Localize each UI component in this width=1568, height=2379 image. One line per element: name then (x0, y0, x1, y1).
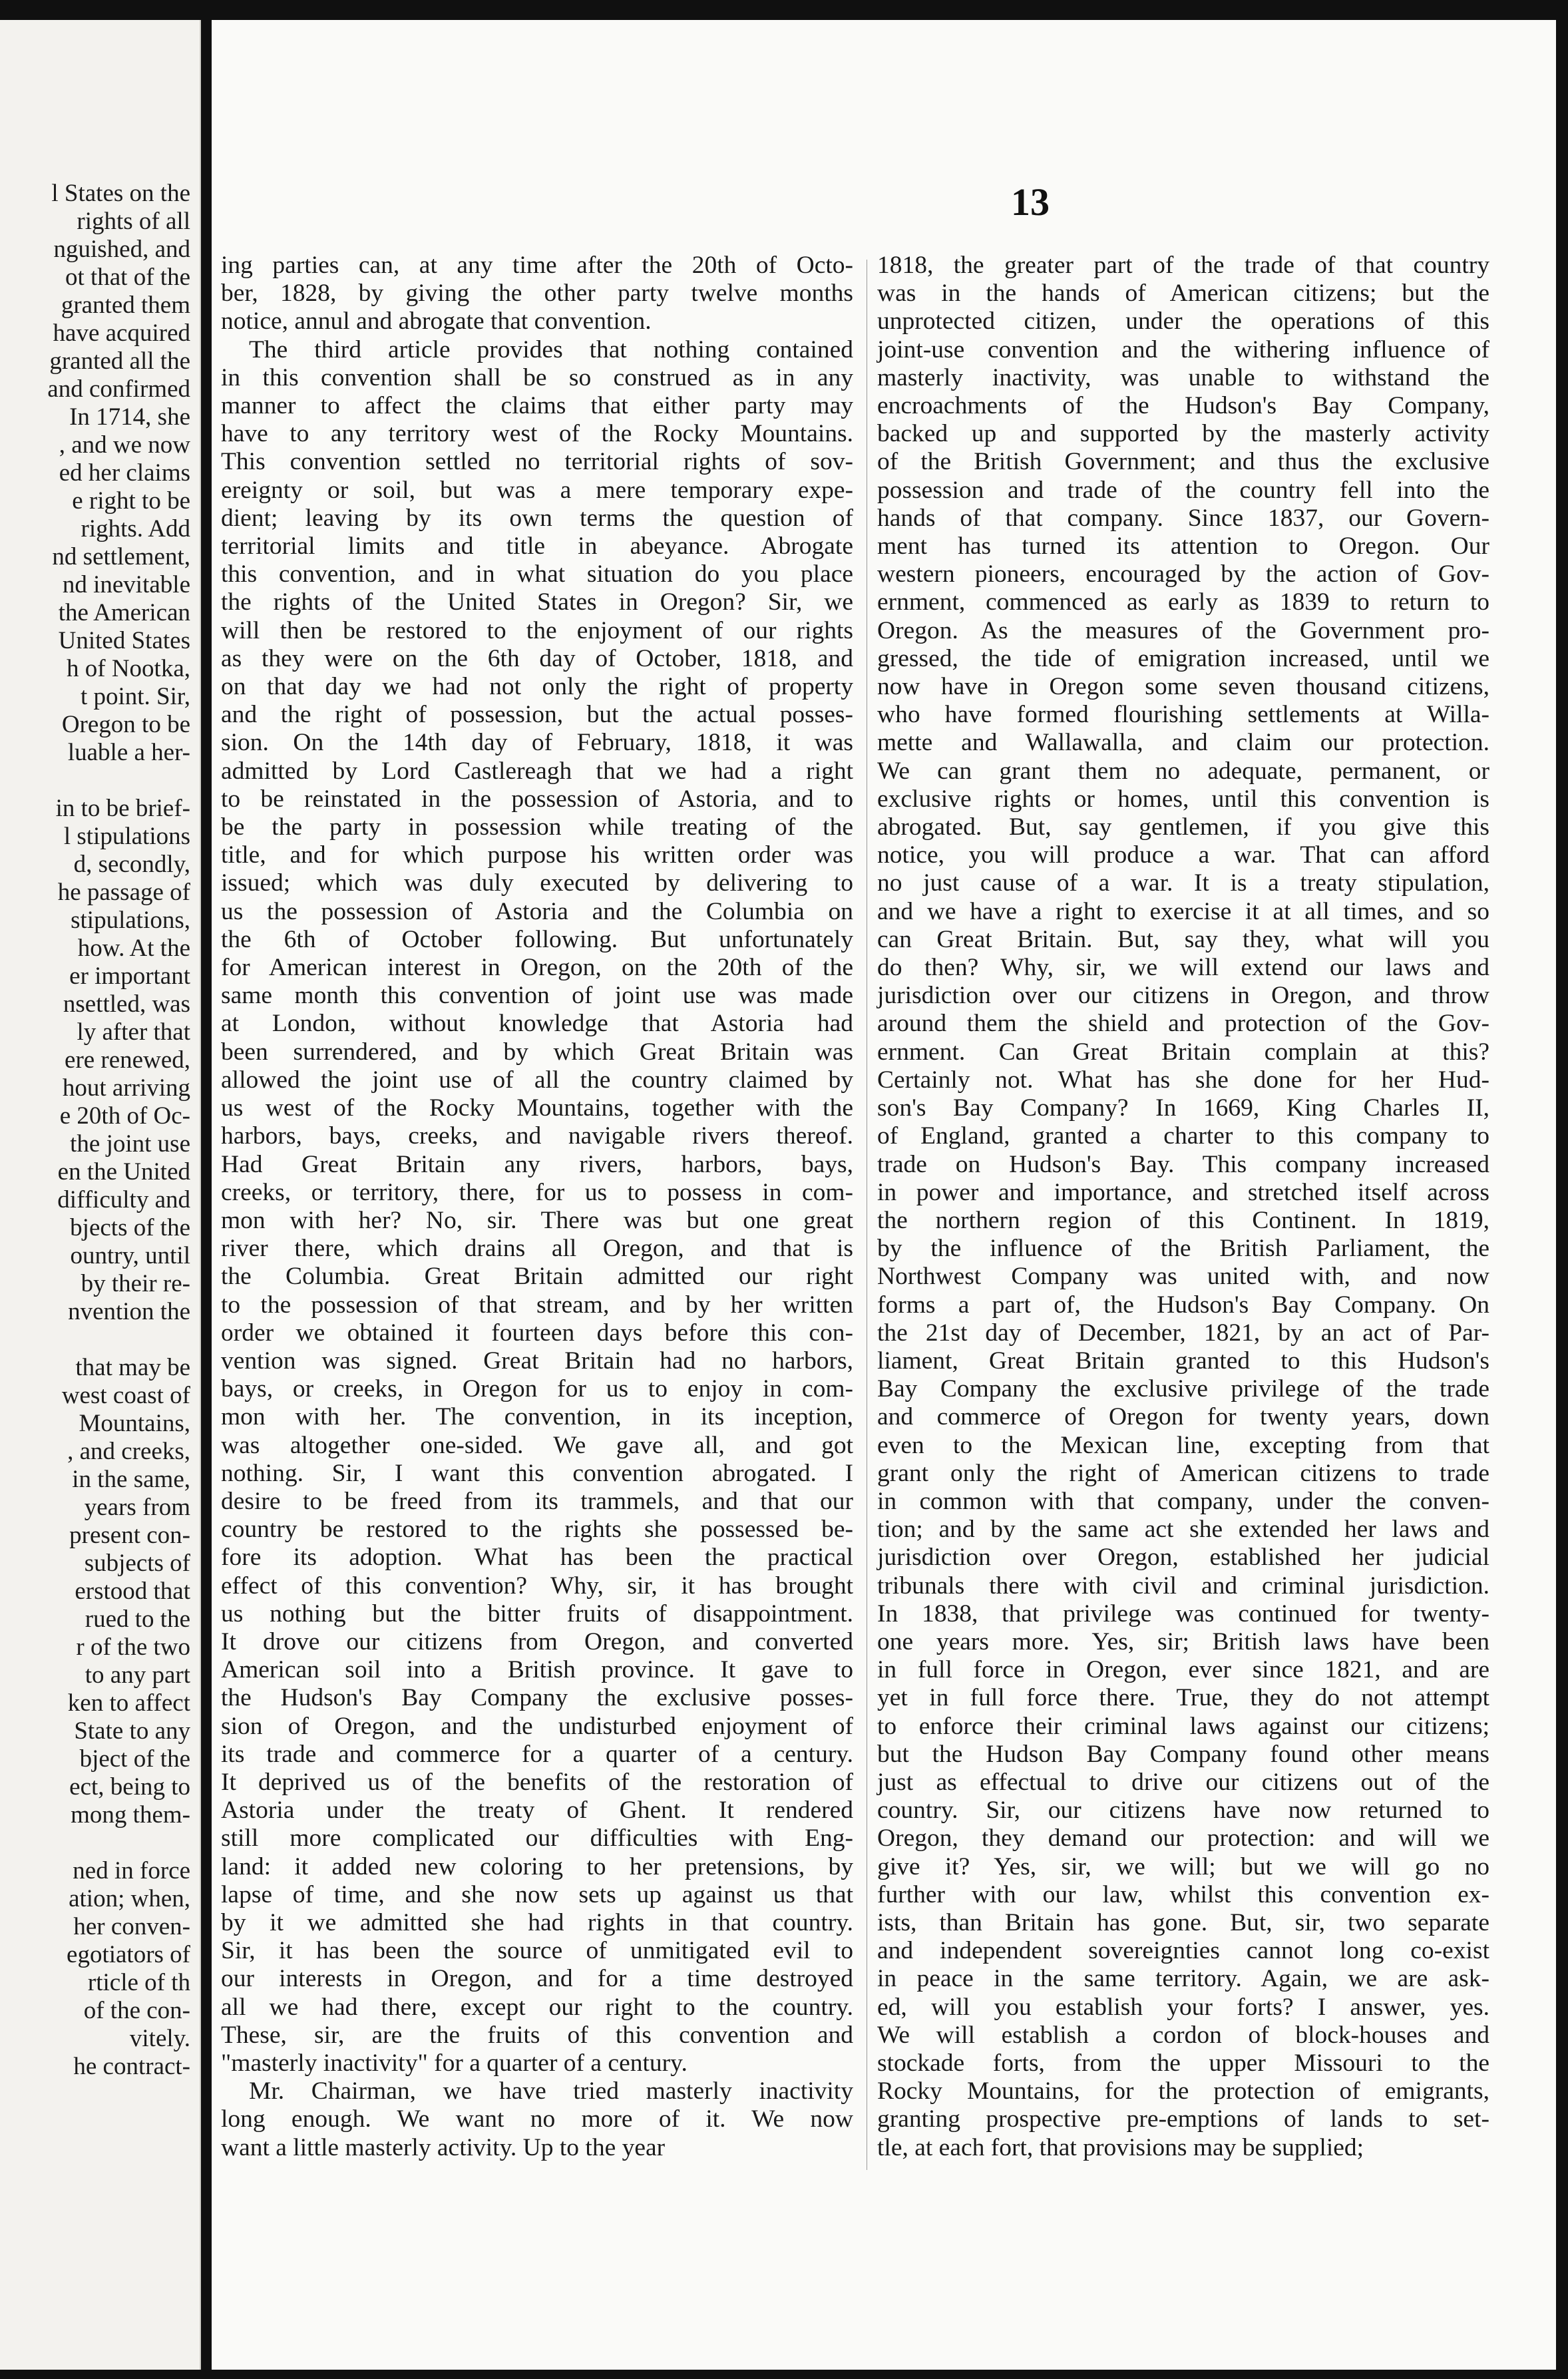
left-page-line: erstood that (75, 1578, 190, 1605)
text-line: of the British Government; and thus the exclusive (877, 448, 1489, 476)
text-line: Bay Company the exclusive privilege of the trade (877, 1375, 1489, 1403)
text-line: grant only the right of American citizens to trade (877, 1459, 1489, 1487)
left-page-line: er important (69, 963, 190, 990)
left-page-line: ere renewed, (65, 1046, 190, 1074)
text-line: to be reinstated in the possession of Astoria, and to (221, 785, 853, 813)
text-line: to the possession of that stream, and by her written (221, 1291, 853, 1319)
left-page-line: how. At the (77, 935, 190, 962)
text-line: who have formed flourishing settlements at Willa- (877, 701, 1489, 729)
text-line: the rights of the United States in Oregon? Sir, we (221, 588, 853, 616)
text-line: want a little masterly activity. Up to the year (221, 2133, 666, 2161)
paragraph (221, 2077, 853, 2162)
left-page-line: rights. Add (81, 515, 190, 542)
text-line: and commerce of Oregon for twenty years, down (877, 1403, 1489, 1431)
text-line: mette and Wallawalla, and claim our protection. (877, 729, 1489, 757)
left-page-line: bject of the (79, 1745, 190, 1773)
text-line: American soil into a British province. It gave to (221, 1656, 853, 1684)
left-page-line: nguished, and (53, 236, 190, 263)
text-line: joint-use convention and the withering influence of (877, 335, 1489, 363)
text-line: ing parties can, at any time after the 20th of Octo- (221, 252, 853, 279)
text-line: in this convention shall be so construed as in any (221, 363, 853, 391)
left-page-line: en the United (57, 1158, 190, 1186)
text-line: 1818, the greater part of the trade of that country (877, 252, 1489, 279)
text-line: exclusive rights or homes, until this convention is (877, 785, 1489, 813)
text-line: manner to affect the claims that either party may (221, 392, 853, 420)
text-line: land: it added new coloring to her pretensions, by (221, 1852, 853, 1880)
text-line: ereignty or soil, but was a mere temporary expe- (221, 476, 853, 504)
text-line: Certainly not. What has she done for her Hud- (877, 1066, 1489, 1094)
left-page-line: , and creeks, (67, 1438, 190, 1465)
text-line: but the Hudson Bay Company found other means (877, 1740, 1489, 1768)
text-line: ment has turned its attention to Oregon. Our (877, 533, 1489, 560)
text-line: ists, than Britain has gone. But, sir, two separate (877, 1908, 1489, 1936)
text-line: be the party in possession while treating of the (221, 813, 853, 841)
text-line: in common with that company, under the conven- (877, 1487, 1489, 1515)
left-page-line: r of the two (76, 1633, 190, 1661)
text-line: vention was signed. Great Britain had no harbors, (221, 1347, 853, 1375)
left-page-line: nd settlement, (52, 543, 190, 570)
text-line: effect of this convention? Why, sir, it has brought (221, 1572, 853, 1600)
text-line: the northern region of this Continent. In 1819, (877, 1206, 1489, 1234)
text-line: desire to be freed from its trammels, and that our (221, 1487, 853, 1515)
text-line: We will establish a cordon of block-houses and (877, 2021, 1489, 2049)
text-line: Oregon. As the measures of the Government pro- (877, 616, 1489, 644)
left-page-line: ect, being to (69, 1773, 190, 1801)
text-line: still more complicated our difficulties with Eng- (221, 1825, 853, 1852)
text-line: granting prospective pre-emptions of lands to set- (877, 2105, 1489, 2133)
text-line: tle, at each fort, that provisions may be supplied; (877, 2133, 1364, 2161)
left-page-line: t point. Sir, (80, 683, 190, 710)
text-line: by the influence of the British Parliament, the (877, 1235, 1489, 1263)
text-line: Oregon, they demand our protection: and will we (877, 1825, 1489, 1852)
left-page-line: to any part (85, 1661, 190, 1689)
text-line: and the right of possession, but the actual posses- (221, 701, 853, 729)
left-page-line: d, secondly, (73, 851, 190, 878)
text-line: Northwest Company was united with, and now (877, 1263, 1489, 1291)
left-page-line: stipulations, (71, 907, 190, 934)
text-line: abrogated. But, say gentlemen, if you give this (877, 813, 1489, 841)
text-line: same month this convention of joint use was made (221, 982, 853, 1010)
document-page (212, 20, 1556, 2370)
text-line: the Hudson's Bay Company the exclusive posses- (221, 1684, 853, 1712)
text-line: long enough. We want no more of it. We now (221, 2105, 853, 2133)
text-line: and we have a right to exercise it at all times, and so (877, 897, 1489, 925)
text-line: ernment. Can Great Britain complain at this? (877, 1038, 1489, 1066)
text-line: encroachments of the Hudson's Bay Company, (877, 392, 1489, 420)
text-line: now have in Oregon some seven thousand citizens, (877, 673, 1489, 701)
text-line: in peace in the same territory. Again, we are ask- (877, 1965, 1489, 1993)
text-line: It deprived us of the benefits of the restoration of (221, 1768, 853, 1796)
text-line: country. Sir, our citizens have now returned to (877, 1797, 1489, 1825)
text-line: and independent sovereignties cannot long co-exist (877, 1937, 1489, 1965)
text-line: The third article provides that nothing contained (249, 335, 853, 363)
page-number: 13 (1011, 180, 1050, 224)
left-page-line: egotiators of (67, 1941, 190, 1968)
text-line: do then? Why, sir, we will extend our laws and (877, 954, 1489, 982)
text-line: fore its adoption. What has been the practical (221, 1544, 853, 1572)
left-page-line: he contract- (73, 2053, 190, 2080)
left-page-line: nvention the (68, 1298, 190, 1325)
paragraph (221, 336, 853, 2078)
text-line: tion; and by the same act she extended her laws and (877, 1516, 1489, 1544)
text-line: give it? Yes, sir, we will; but we will go no (877, 1852, 1489, 1880)
text-line: forms a part of, the Hudson's Bay Company. On (877, 1291, 1489, 1319)
text-line: issued; which was duly executed by delivering to (221, 869, 853, 897)
text-line: In 1838, that privilege was continued for twenty- (877, 1600, 1489, 1627)
paragraph (221, 252, 853, 336)
left-page-line: ned in force (73, 1857, 190, 1884)
text-line: even to the Mexican line, excepting from that (877, 1431, 1489, 1459)
left-page-line: United States (58, 627, 190, 654)
text-line: hands of that company. Since 1837, our Govern- (877, 504, 1489, 532)
text-line: jurisdiction over Oregon, established her judicial (877, 1544, 1489, 1572)
text-line: Rocky Mountains, for the protection of emigrants, (877, 2077, 1489, 2105)
text-column-right (877, 252, 1489, 2162)
left-page-line: he passage of (57, 879, 190, 906)
left-page-line: rticle of th (87, 1969, 190, 1996)
text-line: one years more. Yes, sir; British laws have been (877, 1627, 1489, 1655)
text-line: notice, you will produce a war. That can afford (877, 841, 1489, 869)
text-line: ernment, commenced as early as 1839 to return to (877, 588, 1489, 616)
text-line: the 21st day of December, 1821, by an act of Par- (877, 1319, 1489, 1347)
text-line: Mr. Chairman, we have tried masterly inactivity (249, 2077, 853, 2105)
left-page-line: her conven- (73, 1913, 190, 1940)
text-line: mon with her? No, sir. There was but one great (221, 1206, 853, 1234)
left-page-line: years from (84, 1494, 190, 1521)
text-line: sion of Oregon, and the undisturbed enjoyment of (221, 1712, 853, 1740)
left-page-line: rights of all (77, 208, 190, 235)
left-page-line: have acquired (53, 320, 190, 347)
left-page-line: ken to affect (67, 1689, 190, 1717)
text-line: stockade forts, from the upper Missouri to the (877, 2050, 1489, 2077)
text-line: jurisdiction over our citizens in Oregon, and throw (877, 982, 1489, 1010)
text-line: liament, Great Britain granted to this Hudson's (877, 1347, 1489, 1375)
left-page-text-column (47, 180, 190, 2081)
text-line: backed up and supported by the masterly activity (877, 420, 1489, 448)
text-line: can Great Britain. But, say they, what will you (877, 925, 1489, 953)
text-line: in power and importance, and stretched itself across (877, 1178, 1489, 1206)
text-line: masterly inactivity, was unable to withstand the (877, 363, 1489, 391)
left-page-line: vitely. (129, 2025, 190, 2052)
text-line: It drove our citizens from Oregon, and converted (221, 1627, 853, 1655)
text-line: yet in full force there. True, they do not attempt (877, 1684, 1489, 1712)
left-page-line: mong them- (71, 1801, 190, 1829)
text-line: mon with her. The convention, in its inception, (221, 1403, 853, 1431)
text-line: by it we admitted she had rights in that country. (221, 1908, 853, 1936)
text-line: us nothing but the bitter fruits of disappointment. (221, 1600, 853, 1627)
text-line: country be restored to the rights she possessed be- (221, 1516, 853, 1544)
text-line: in full force in Oregon, ever since 1821, and are (877, 1656, 1489, 1684)
left-page-line: by their re- (81, 1270, 190, 1297)
text-line: This convention settled no territorial rights of sov- (221, 448, 853, 476)
text-line: the 6th of October following. But unfortunately (221, 925, 853, 953)
left-page-line: that may be (75, 1354, 190, 1381)
text-line: harbors, bays, creeks, and navigable rivers thereof. (221, 1122, 853, 1150)
left-page-line: nd inevitable (62, 571, 190, 598)
left-page-line: ation; when, (69, 1885, 190, 1912)
text-line: have to any territory west of the Rocky Mountains. (221, 420, 853, 448)
left-page-line: e 20th of Oc- (59, 1102, 190, 1130)
text-line: to enforce their criminal laws against our citizens; (877, 1712, 1489, 1740)
text-column-left (221, 252, 853, 2162)
text-line: admitted by Lord Castlereagh that we had a right (221, 757, 853, 785)
left-page-edge (0, 20, 201, 2370)
text-line: of England, granted a charter to this company to (877, 1122, 1489, 1150)
text-line: territorial limits and title in abeyance. Abrogate (221, 533, 853, 560)
text-line: further with our law, whilst this convention ex- (877, 1880, 1489, 1908)
text-line: our interests in Oregon, and for a time destroyed (221, 1965, 853, 1993)
text-line: all we had there, except our right to the country. (221, 1993, 853, 2021)
text-line: unprotected citizen, under the operations of this (877, 308, 1489, 335)
left-page-line: present con- (69, 1522, 190, 1549)
text-line: son's Bay Company? In 1669, King Charles II, (877, 1094, 1489, 1122)
left-page-line (47, 767, 190, 795)
text-line: at London, without knowledge that Astoria had (221, 1010, 853, 1038)
left-page-line: e right to be (72, 487, 190, 515)
left-page-line: Mountains, (79, 1410, 190, 1437)
left-page-line: Oregon to be (61, 711, 190, 738)
left-page-line: ly after that (77, 1018, 190, 1046)
left-page-line: rued to the (85, 1606, 190, 1633)
text-line: was in the hands of American citizens; but the (877, 280, 1489, 308)
text-line: its trade and commerce for a quarter of a century. (221, 1740, 853, 1768)
text-line: allowed the joint use of all the country claimed by (221, 1066, 853, 1094)
text-line: this convention, and in what situation do you place (221, 560, 853, 588)
text-line: nothing. Sir, I want this convention abrogated. I (221, 1459, 853, 1487)
left-page-line: in to be brief- (55, 795, 190, 822)
text-line: gressed, the tide of emigration increased, until we (877, 644, 1489, 672)
paragraph (877, 252, 1489, 2162)
left-page-line: subjects of (84, 1550, 190, 1577)
text-line: was altogether one-sided. We gave all, and got (221, 1431, 853, 1459)
text-line: tribunals there with civil and criminal jurisdiction. (877, 1572, 1489, 1600)
text-line: We can grant them no adequate, permanent, or (877, 757, 1489, 785)
text-line: been surrendered, and by which Great Britain was (221, 1038, 853, 1066)
text-line: creeks, or territory, there, for us to possess in com- (221, 1178, 853, 1206)
text-line: bays, or creeks, in Oregon for us to enjoy in com- (221, 1375, 853, 1403)
text-line: Had Great Britain any rivers, harbors, bays, (221, 1150, 853, 1178)
text-line: sion. On the 14th day of February, 1818, it was (221, 729, 853, 757)
left-page-line: bjects of the (70, 1214, 190, 1241)
text-line: dient; leaving by its own terms the question of (221, 504, 853, 532)
left-page-line: in the same, (72, 1466, 190, 1493)
left-page-line: granted all the (49, 347, 190, 375)
left-page-line: , and we now (59, 431, 190, 459)
left-page-line: h of Nootka, (67, 655, 190, 682)
text-line: around them the shield and protection of the Gov- (877, 1010, 1489, 1038)
left-page-line: In 1714, she (69, 403, 190, 431)
text-line: possession and trade of the country fell into the (877, 476, 1489, 504)
left-page-line: hout arriving (62, 1074, 190, 1102)
text-line: lapse of time, and she now sets up against us that (221, 1880, 853, 1908)
text-line: ed, will you establish your forts? I answer, yes. (877, 1993, 1489, 2021)
text-line: Astoria under the treaty of Ghent. It rendered (221, 1797, 853, 1825)
text-line: ber, 1828, by giving the other party twelve months (221, 280, 853, 308)
text-line: Sir, it has been the source of unmitigated evil to (221, 1937, 853, 1965)
left-page-line: the American (58, 599, 190, 626)
left-page-line (47, 1326, 190, 1354)
text-line: for American interest in Oregon, on the 20th of the (221, 954, 853, 982)
text-line: on that day we had not only the right of property (221, 673, 853, 701)
left-page-line: ountry, until (70, 1242, 190, 1269)
text-line: just as effectual to drive our citizens out of the (877, 1768, 1489, 1796)
left-page-line: the joint use (70, 1130, 190, 1158)
text-line: river there, which drains all Oregon, and that is (221, 1235, 853, 1263)
text-line: trade on Hudson's Bay. This company increased (877, 1150, 1489, 1178)
text-line: us the possession of Astoria and the Columbia on (221, 897, 853, 925)
text-line: us west of the Rocky Mountains, together with the (221, 1094, 853, 1122)
text-line: western pioneers, encouraged by the action of Gov- (877, 560, 1489, 588)
text-line: the Columbia. Great Britain admitted our right (221, 1263, 853, 1291)
text-line: title, and for which purpose his written order was (221, 841, 853, 869)
left-page-line: nsettled, was (63, 990, 190, 1018)
left-page-line: difficulty and (57, 1186, 190, 1213)
text-line: as they were on the 6th day of October, 1818, and (221, 644, 853, 672)
left-page-line: l States on the (51, 180, 190, 207)
left-page-line: ot that of the (65, 264, 190, 291)
left-page-line (47, 1829, 190, 1857)
text-line: order we obtained it fourteen days before this con- (221, 1319, 853, 1347)
left-page-line: State to any (74, 1717, 190, 1745)
left-page-line: and confirmed (47, 375, 190, 403)
left-page-line: ed her claims (59, 459, 190, 487)
text-line: notice, annul and abrogate that convention. (221, 308, 652, 335)
left-page-line: l stipulations (63, 823, 190, 850)
text-line: These, sir, are the fruits of this convention and (221, 2021, 853, 2049)
left-page-line: granted them (61, 292, 190, 319)
left-page-line: luable a her- (67, 739, 190, 766)
left-page-line: west coast of (61, 1382, 190, 1409)
text-line: no just cause of a war. It is a treaty stipulation, (877, 869, 1489, 897)
left-page-line: of the con- (83, 1997, 190, 2024)
text-line: will then be restored to the enjoyment of our rights (221, 616, 853, 644)
text-line: "masterly inactivity" for a quarter of a century. (221, 2050, 687, 2077)
